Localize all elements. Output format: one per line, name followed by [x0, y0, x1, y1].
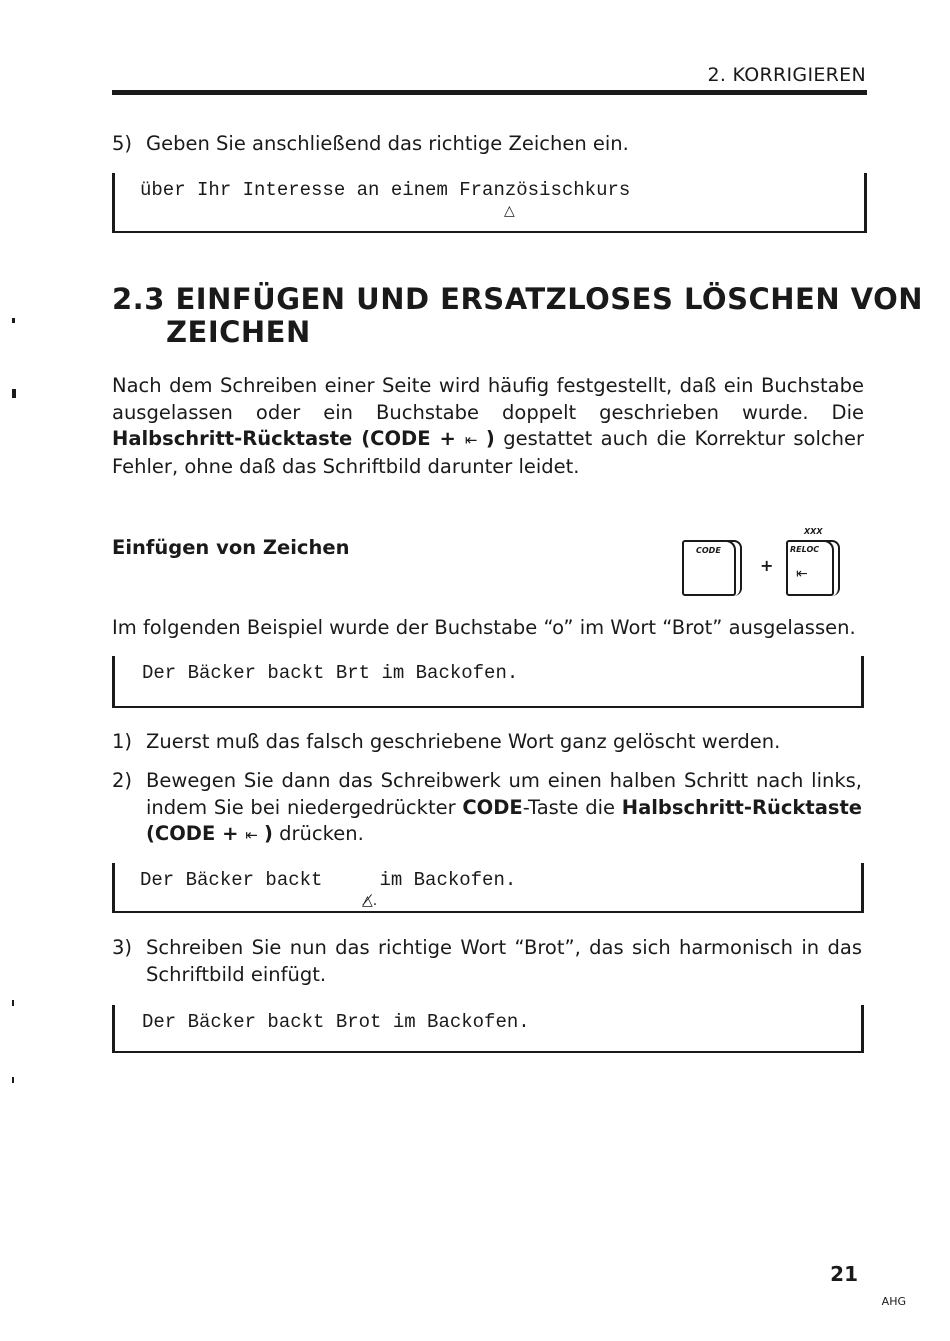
halfstep-key-symbol: ⇤ — [796, 566, 808, 582]
header-rule — [112, 90, 867, 95]
xxx-label: XXX — [804, 527, 823, 536]
typed-line: über Ihr Interesse an einem Französischkurs — [140, 179, 631, 201]
step-2 — [112, 768, 862, 849]
step-number: 1) — [112, 730, 133, 753]
margin-mark — [12, 318, 15, 323]
halfstep-symbol: ⇤ — [245, 826, 258, 844]
example-intro: Im folgenden Beispiel wurde der Buchstabe “o” im Wort “Brot” ausgelassen. — [112, 616, 856, 639]
section-heading-line-1: 2.3 EINFÜGEN UND ERSATZLOSES LÖSCHEN VON — [112, 282, 924, 316]
step-text-part: drücken. — [272, 822, 364, 845]
typed-line: Der Bäcker backt im Backofen. — [140, 869, 517, 891]
running-head: 2. KORRIGIEREN — [707, 64, 866, 86]
step-bold: Halbschritt-Rücktaste (CODE + — [146, 795, 863, 845]
step-text-part: -Taste die — [522, 795, 622, 819]
step-number: 3) — [112, 936, 133, 959]
example-box-1 — [112, 173, 867, 235]
position-marker: △̸. — [362, 893, 378, 909]
key-illustration — [674, 528, 854, 608]
step-bold-close: ) — [264, 822, 273, 845]
example-box-2 — [112, 656, 864, 710]
step-5 — [112, 131, 862, 158]
box-left-bar — [112, 173, 115, 233]
example-box-3 — [112, 863, 864, 915]
step-number: 5) — [112, 132, 133, 155]
box-left-bar — [112, 863, 115, 913]
reloc-key-side — [824, 540, 840, 596]
step-text: Schreiben Sie nun das richtige Wort “Brot”, das sich harmonisch in das Schriftbild einfügt. — [146, 936, 862, 986]
margin-mark — [12, 389, 16, 398]
box-left-bar — [112, 1005, 115, 1053]
step-text: Zuerst muß das falsch geschriebene Wort ganz gelöscht werden. — [146, 730, 781, 753]
step-bold: CODE — [462, 795, 523, 819]
code-key-side — [726, 540, 742, 596]
box-right-bar — [861, 863, 864, 913]
box-bottom-line — [112, 231, 867, 233]
box-bottom-line — [112, 706, 864, 708]
footer-code: AHG — [881, 1295, 906, 1308]
step-number: 2) — [112, 769, 133, 792]
position-marker: △ — [504, 203, 515, 219]
box-right-bar — [864, 173, 867, 233]
step-text — [146, 768, 862, 849]
section-heading-line-2: ZEICHEN — [166, 315, 311, 349]
box-right-bar — [861, 1005, 864, 1053]
intro-key-bold: Halbschritt-Rücktaste (CODE + — [112, 427, 465, 450]
box-bottom-line — [112, 911, 864, 913]
plus-sign: + — [760, 556, 774, 575]
step-1 — [112, 729, 862, 756]
step-3 — [112, 935, 862, 988]
halfstep-symbol: ⇤ — [464, 431, 478, 449]
typed-line: Der Bäcker backt Brt im Backofen. — [142, 662, 519, 684]
intro-text: Nach dem Schreiben einer Seite wird häufig festgestellt, daß ein Buchstabe ausgelassen oder ein Buchstabe doppelt geschrieben wurde. Die — [112, 374, 864, 424]
intro-key-bold-close: ) — [485, 427, 495, 450]
intro-text-2: gestattet auch die Korrektur solcher Fehler, ohne daß das Schriftbild darunter leidet. — [112, 427, 864, 478]
box-left-bar — [112, 656, 115, 708]
intro-paragraph — [112, 373, 864, 480]
margin-mark — [12, 1077, 14, 1083]
code-key-label: CODE — [696, 546, 721, 555]
margin-mark — [12, 1000, 14, 1006]
reloc-key-label: RELOC — [790, 545, 820, 554]
step-text-part: Bewegen Sie dann das Schreibwerk um einen halben Schritt nach links, indem Sie bei niedergedrückter — [146, 769, 862, 819]
example-box-4 — [112, 1005, 864, 1055]
typed-line: Der Bäcker backt Brot im Backofen. — [142, 1011, 530, 1033]
section-heading — [112, 283, 923, 349]
page-number: 21 — [830, 1262, 858, 1286]
subsection-heading: Einfügen von Zeichen — [112, 536, 350, 559]
step-text: Geben Sie anschließend das richtige Zeichen ein. — [146, 132, 629, 155]
box-right-bar — [861, 656, 864, 708]
box-bottom-line — [112, 1051, 864, 1053]
